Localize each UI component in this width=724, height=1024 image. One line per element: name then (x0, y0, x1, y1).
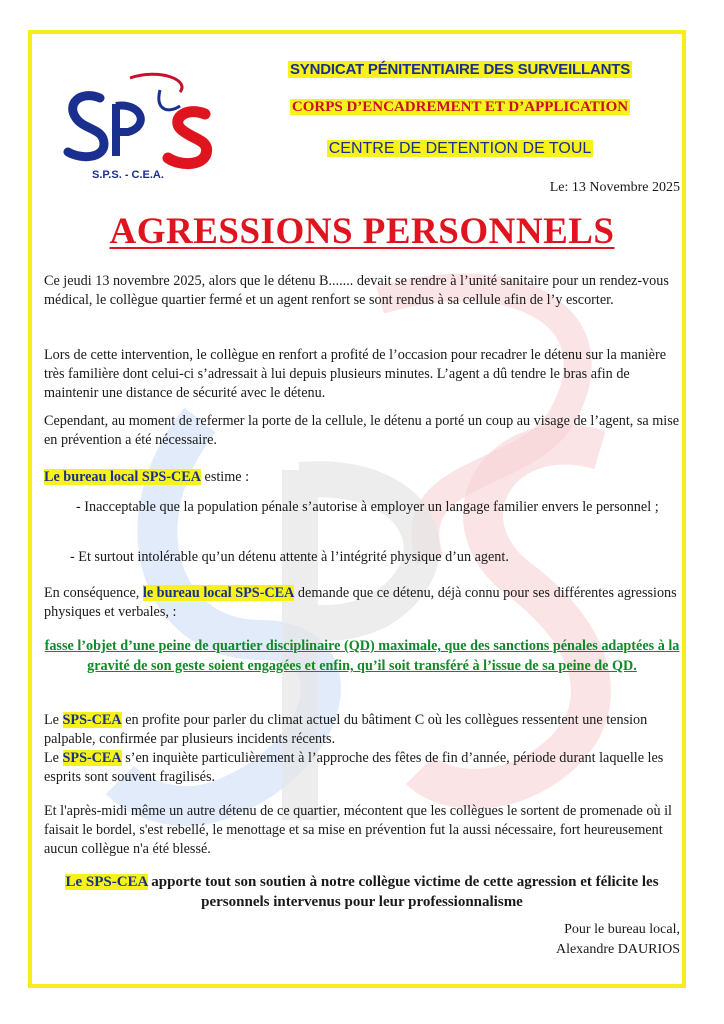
logo-caption: S.P.S. - C.E.A. (92, 169, 164, 181)
paragraph-consequence: En conséquence, le bureau local SPS-CEA demande que ce détenu, déjà connu pour ses différentes agressions physiques et verbales, : (44, 585, 677, 620)
bullet-1: - Inacceptable que la population pénale s’autorise à employer un langage familier envers le personnel ; (76, 499, 659, 515)
demand-text: fasse l’objet d’une peine de quartier disciplinaire (QD) maximale, que des sanctions pénales adaptées à la gravité de son geste soient engagées et enfin, qu’il soit transféré à l’issue de sa peine de QD. (44, 638, 680, 674)
paragraph-climat: Le SPS-CEA en profite pour parler du climat actuel du bâtiment C où les collègues ressentent une tension palpable, confirmée par plusieurs incidents récents. Le SPS-CEA s’en inquiète particulièrement à l’approche des fêtes de fin d’année, période durant laquelle les esprits sont souvent fragilisés. (44, 712, 664, 785)
highlight-bureau-local: Le bureau local SPS-CEA (44, 469, 201, 485)
signature-name: Alexandre DAURIOS (555, 942, 680, 957)
document-title: AGRESSIONS PERSONNELS (109, 211, 615, 252)
paragraph-2: Lors de cette intervention, le collègue en renfort a profité de l’occasion pour recadrer le détenu sur la manière très familière dont celui-ci s’adressait à lui depuis plusieurs minutes. L’agent a dû tendre le bras afin de maintenir une distance de sécurité avec le détenu. (44, 347, 666, 401)
header-corps: CORPS D’ENCADREMENT ET D’APPLICATION (291, 99, 629, 115)
highlight-bureau-local-2: le bureau local SPS-CEA (142, 585, 295, 601)
signature (556, 920, 680, 960)
paragraph-apres-midi: Et l'après-midi même un autre détenu de ce quartier, mécontent que les collègues le sortent de promenade où il faisait le bordel, s'est rebellé, le menottage et sa mise en prévention fut la aussi nécessaire, fort heureusement aucun collègue n'a été blessé. (44, 803, 672, 857)
document-date: Le: 13 Novembre 2025 (549, 180, 680, 195)
signature-line-1: Pour le bureau local, (564, 922, 680, 937)
header-union-name: SYNDICAT PÉNITENTIAIRE DES SURVEILLANTS (289, 61, 630, 78)
header-centre: CENTRE DE DETENTION DE TOUL (328, 140, 592, 157)
paragraph-estime: Le bureau local SPS-CEA estime : (44, 469, 250, 485)
support-statement: Le SPS-CEA apporte tout son soutien à notre collègue victime de cette agression et félicite les personnels intervenus pour leur professionnalisme (65, 874, 659, 910)
bullet-2: - Et surtout intolérable qu’un détenu attente à l’intégrité physique d’un agent. (70, 549, 509, 565)
sps-logo (60, 70, 230, 182)
paragraph-1: Ce jeudi 13 novembre 2025, alors que le détenu B....... devait se rendre à l’unité sanitaire pour un rendez-vous médical, le collègue quartier fermé et un agent renfort se sont rendus à sa cellule afin de l’y escorter. (44, 273, 669, 308)
paragraph-3: Cependant, au moment de refermer la porte de la cellule, le détenu a porté un coup au visage de l’agent, sa mise en prévention a été nécessaire. (44, 413, 680, 448)
